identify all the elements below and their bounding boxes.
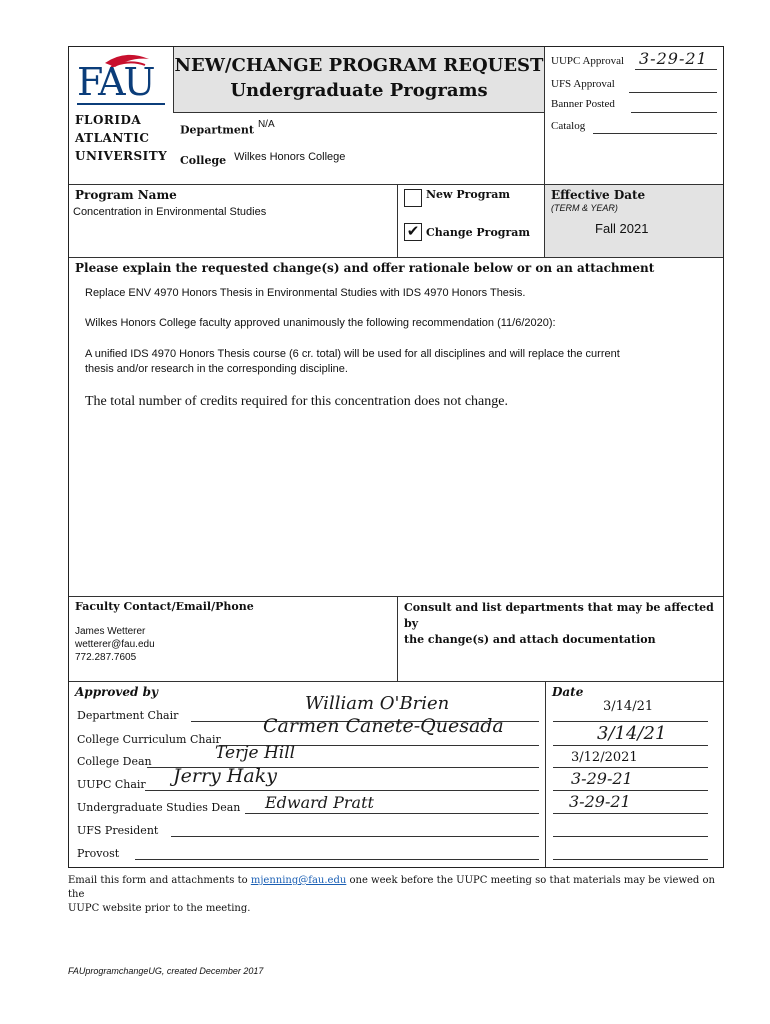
change-program-checkbox[interactable]: ✔	[404, 223, 422, 241]
date-college-dean: 3/12/2021	[571, 750, 638, 765]
approval-role-ufs-president: UFS President	[77, 824, 159, 837]
contact-name: James Wetterer	[75, 626, 146, 637]
signature-uupc-chair: Jerry Haky	[173, 765, 277, 787]
university-name: FLORIDA ATLANTIC UNIVERSITY	[75, 113, 168, 163]
consult-departments-cell	[398, 597, 723, 681]
effective-date-label: Effective Date	[551, 188, 646, 202]
program-name-cell	[69, 185, 397, 257]
explanation-cell	[69, 258, 723, 596]
date-department-chair: 3/14/21	[603, 699, 654, 714]
college-label: College	[180, 154, 227, 167]
catalog-label: Catalog	[551, 120, 586, 132]
logo-cell	[69, 47, 173, 184]
date-heading: Date	[552, 685, 584, 699]
program-name-value: Concentration in Environmental Studies	[73, 206, 267, 218]
change-program-label: Change Program	[426, 226, 531, 239]
new-program-checkbox[interactable]	[404, 189, 422, 207]
signature-department-chair: William O'Brien	[305, 693, 450, 714]
approval-role-uupc-chair: UUPC Chair	[77, 778, 146, 791]
approval-role-department-chair: Department Chair	[77, 709, 179, 722]
approval-role-college-curriculum-chair: College Curriculum Chair	[77, 733, 221, 746]
explanation-paragraph-1: Replace ENV 4970 Honors Thesis in Environmental Studies with IDS 4970 Honors Thesis.	[85, 287, 526, 299]
program-type-cell	[398, 185, 544, 257]
uupc-approval-value: 3-29-21	[639, 49, 708, 68]
form-subtitle: Undergraduate Programs	[230, 80, 488, 101]
ufs-approval-label: UFS Approval	[551, 78, 615, 90]
explanation-heading: Please explain the requested change(s) and offer rationale below or on an attachment	[75, 261, 655, 275]
signature-undergraduate-studies-dean: Edward Pratt	[265, 793, 374, 812]
faculty-contact-label: Faculty Contact/Email/Phone	[75, 600, 254, 613]
email-instructions-pre: Email this form and attachments to	[68, 875, 248, 886]
email-instructions-line2: UUPC website prior to the meeting.	[68, 903, 251, 914]
contact-email: wetterer@fau.edu	[75, 639, 155, 650]
program-name-label: Program Name	[75, 188, 177, 202]
department-value: N/A	[257, 119, 275, 130]
effective-date-cell	[545, 185, 723, 257]
approval-status-cell	[545, 47, 723, 184]
approval-role-college-dean: College Dean	[77, 755, 152, 768]
email-instructions-post: one week before the UUPC meeting so that materials may be viewed on the	[68, 875, 715, 900]
date-undergraduate-studies-dean: 3-29-21	[569, 792, 631, 811]
faculty-contact-details	[75, 625, 155, 664]
consult-departments-label: Consult and list departments that may be affected by the change(s) and attach documentation	[404, 601, 714, 646]
contact-phone: 772.287.7605	[75, 652, 137, 663]
college-value: Wilkes Honors College	[234, 151, 346, 163]
logo-underline	[77, 103, 165, 105]
title-cell	[174, 47, 544, 112]
department-college-cell	[174, 113, 544, 184]
email-instructions	[68, 874, 728, 916]
approval-role-undergraduate-studies-dean: Undergraduate Studies Dean	[77, 801, 241, 814]
submission-email-link[interactable]: mjenning@fau.edu	[250, 875, 347, 886]
approved-by-heading: Approved by	[75, 685, 158, 699]
date-college-curriculum-chair: 3/14/21	[597, 723, 667, 744]
department-label: Department	[180, 123, 254, 137]
faculty-contact-cell	[69, 597, 397, 681]
effective-date-hint: (TERM & YEAR)	[551, 203, 618, 213]
logo-text: FAU	[77, 60, 154, 104]
explanation-paragraph-2: Wilkes Honors College faculty approved unanimously the following recommendation (11/6/2020):	[85, 317, 556, 329]
form-identifier: FAUprogramchangeUG, created December 2017	[68, 966, 264, 976]
date-uupc-chair: 3-29-21	[571, 769, 633, 788]
explanation-paragraph-3: A unified IDS 4970 Honors Thesis course (6 cr. total) will be used for all disciplines and will replace the current thesis and/or research in the corresponding discipline.	[85, 348, 620, 375]
explanation-paragraph-4: The total number of credits required for this concentration does not change.	[85, 394, 508, 409]
effective-date-value: Fall 2021	[595, 221, 649, 236]
program-request-form	[68, 46, 724, 868]
signature-college-dean: Terje Hill	[215, 743, 296, 763]
form-title: NEW/CHANGE PROGRAM REQUEST	[174, 55, 544, 76]
banner-posted-label: Banner Posted	[551, 98, 615, 110]
new-program-label: New Program	[426, 188, 511, 201]
signature-college-curriculum-chair: Carmen Canete-Quesada	[263, 715, 504, 737]
uupc-approval-label: UUPC Approval	[551, 55, 625, 67]
approval-role-provost: Provost	[77, 847, 120, 860]
fau-logo	[75, 53, 165, 103]
